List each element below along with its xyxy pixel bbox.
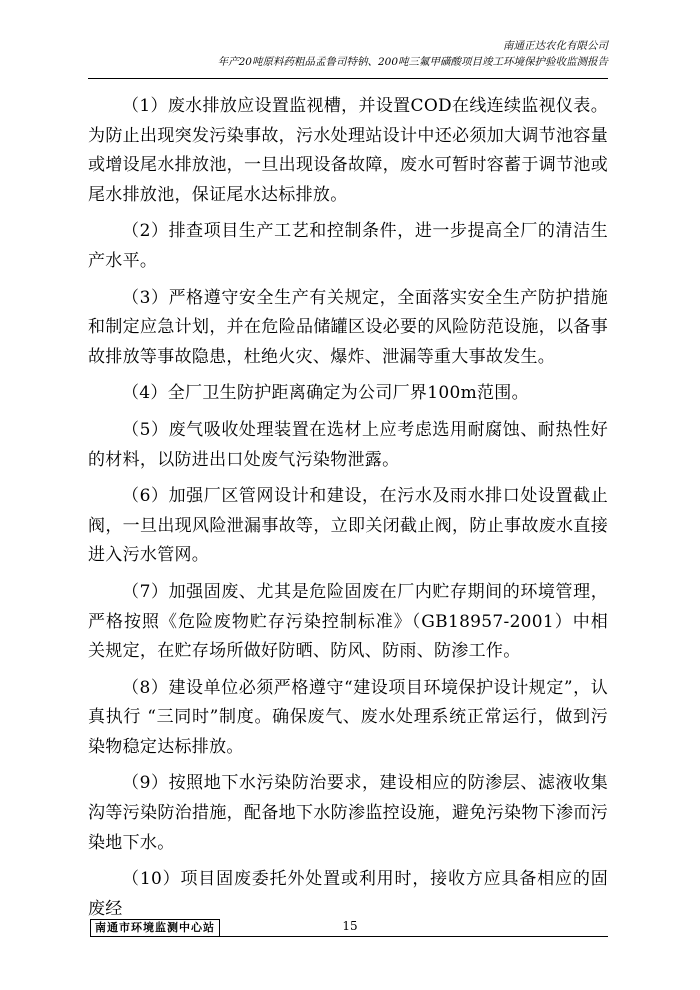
paragraph-9: （9）按照地下水污染防治要求，建设相应的防渗层、滤液收集沟等污染防治措施，配备地下水防渗监控设施，避免污染物下渗而污染地下水。 [88, 773, 608, 853]
monitoring-station-stamp: 南通市环境监测中心站 [90, 919, 220, 937]
paragraph-2: （2）排查项目生产工艺和控制条件，进一步提高全厂的清洁生产水平。 [88, 221, 608, 271]
footer-divider [90, 936, 608, 937]
paragraph-1: （1）废水排放应设置监视槽，并设置COD在线连续监视仪表。为防止出现突发污染事故，污水处理站设计中还必须加大调节池容量或增设尾水排放池，一旦出现设备故障，废水可暂时容蓄于调节池或尾水排放池，保证尾水达标排放。 [88, 96, 608, 205]
company-name: 南通正达农化有限公司 [503, 40, 608, 52]
page-header [88, 36, 608, 79]
paragraph-10: （10）项目固废委托外处置或利用时，接收方应具备相应的固废经 [88, 869, 608, 919]
document-body [88, 92, 608, 931]
paragraph-6: （6）加强厂区管网设计和建设，在污水及雨水排口处设置截止阀，一旦出现风险泄漏事故等，立即关闭截止阀，防止事故废水直接进入污水管网。 [88, 486, 608, 566]
paragraph-3: （3）严格遵守安全生产有关规定，全面落实安全生产防护措施和制定应急计划，并在危险品储罐区设必要的风险防范设施，以备事故排放等事故隐患，杜绝火灾、爆炸、泄漏等重大事故发生。 [88, 287, 608, 367]
paragraph-5: （5）废气吸收处理装置在选材上应考虑选用耐腐蚀、耐热性好的材料，以防进出口处废气污染物泄露。 [88, 419, 608, 470]
paragraph-7: （7）加强固废、尤其是危险固废在厂内贮存期间的环境管理，严格按照《危险废物贮存污染控制标准》（GB18957-2001）中相关规定，在贮存场所做好防晒、防风、防雨、防渗工作。 [88, 581, 608, 662]
report-title: 年产20吨原料药粗品孟鲁司特钠、200吨三氟甲磺酸项目竣工环境保护验收监测报告 [217, 56, 608, 68]
page-number: 15 [342, 919, 358, 933]
paragraph-8: （8）建设单位必须严格遵守“建设项目环境保护设计规定”，认真执行 “三同时”制度。确保废气、废水处理系统正常运行，做到污染物稳定达标排放。 [88, 677, 608, 757]
paragraph-4: （4）全厂卫生防护距离确定为公司厂界100m范围。 [122, 383, 529, 404]
